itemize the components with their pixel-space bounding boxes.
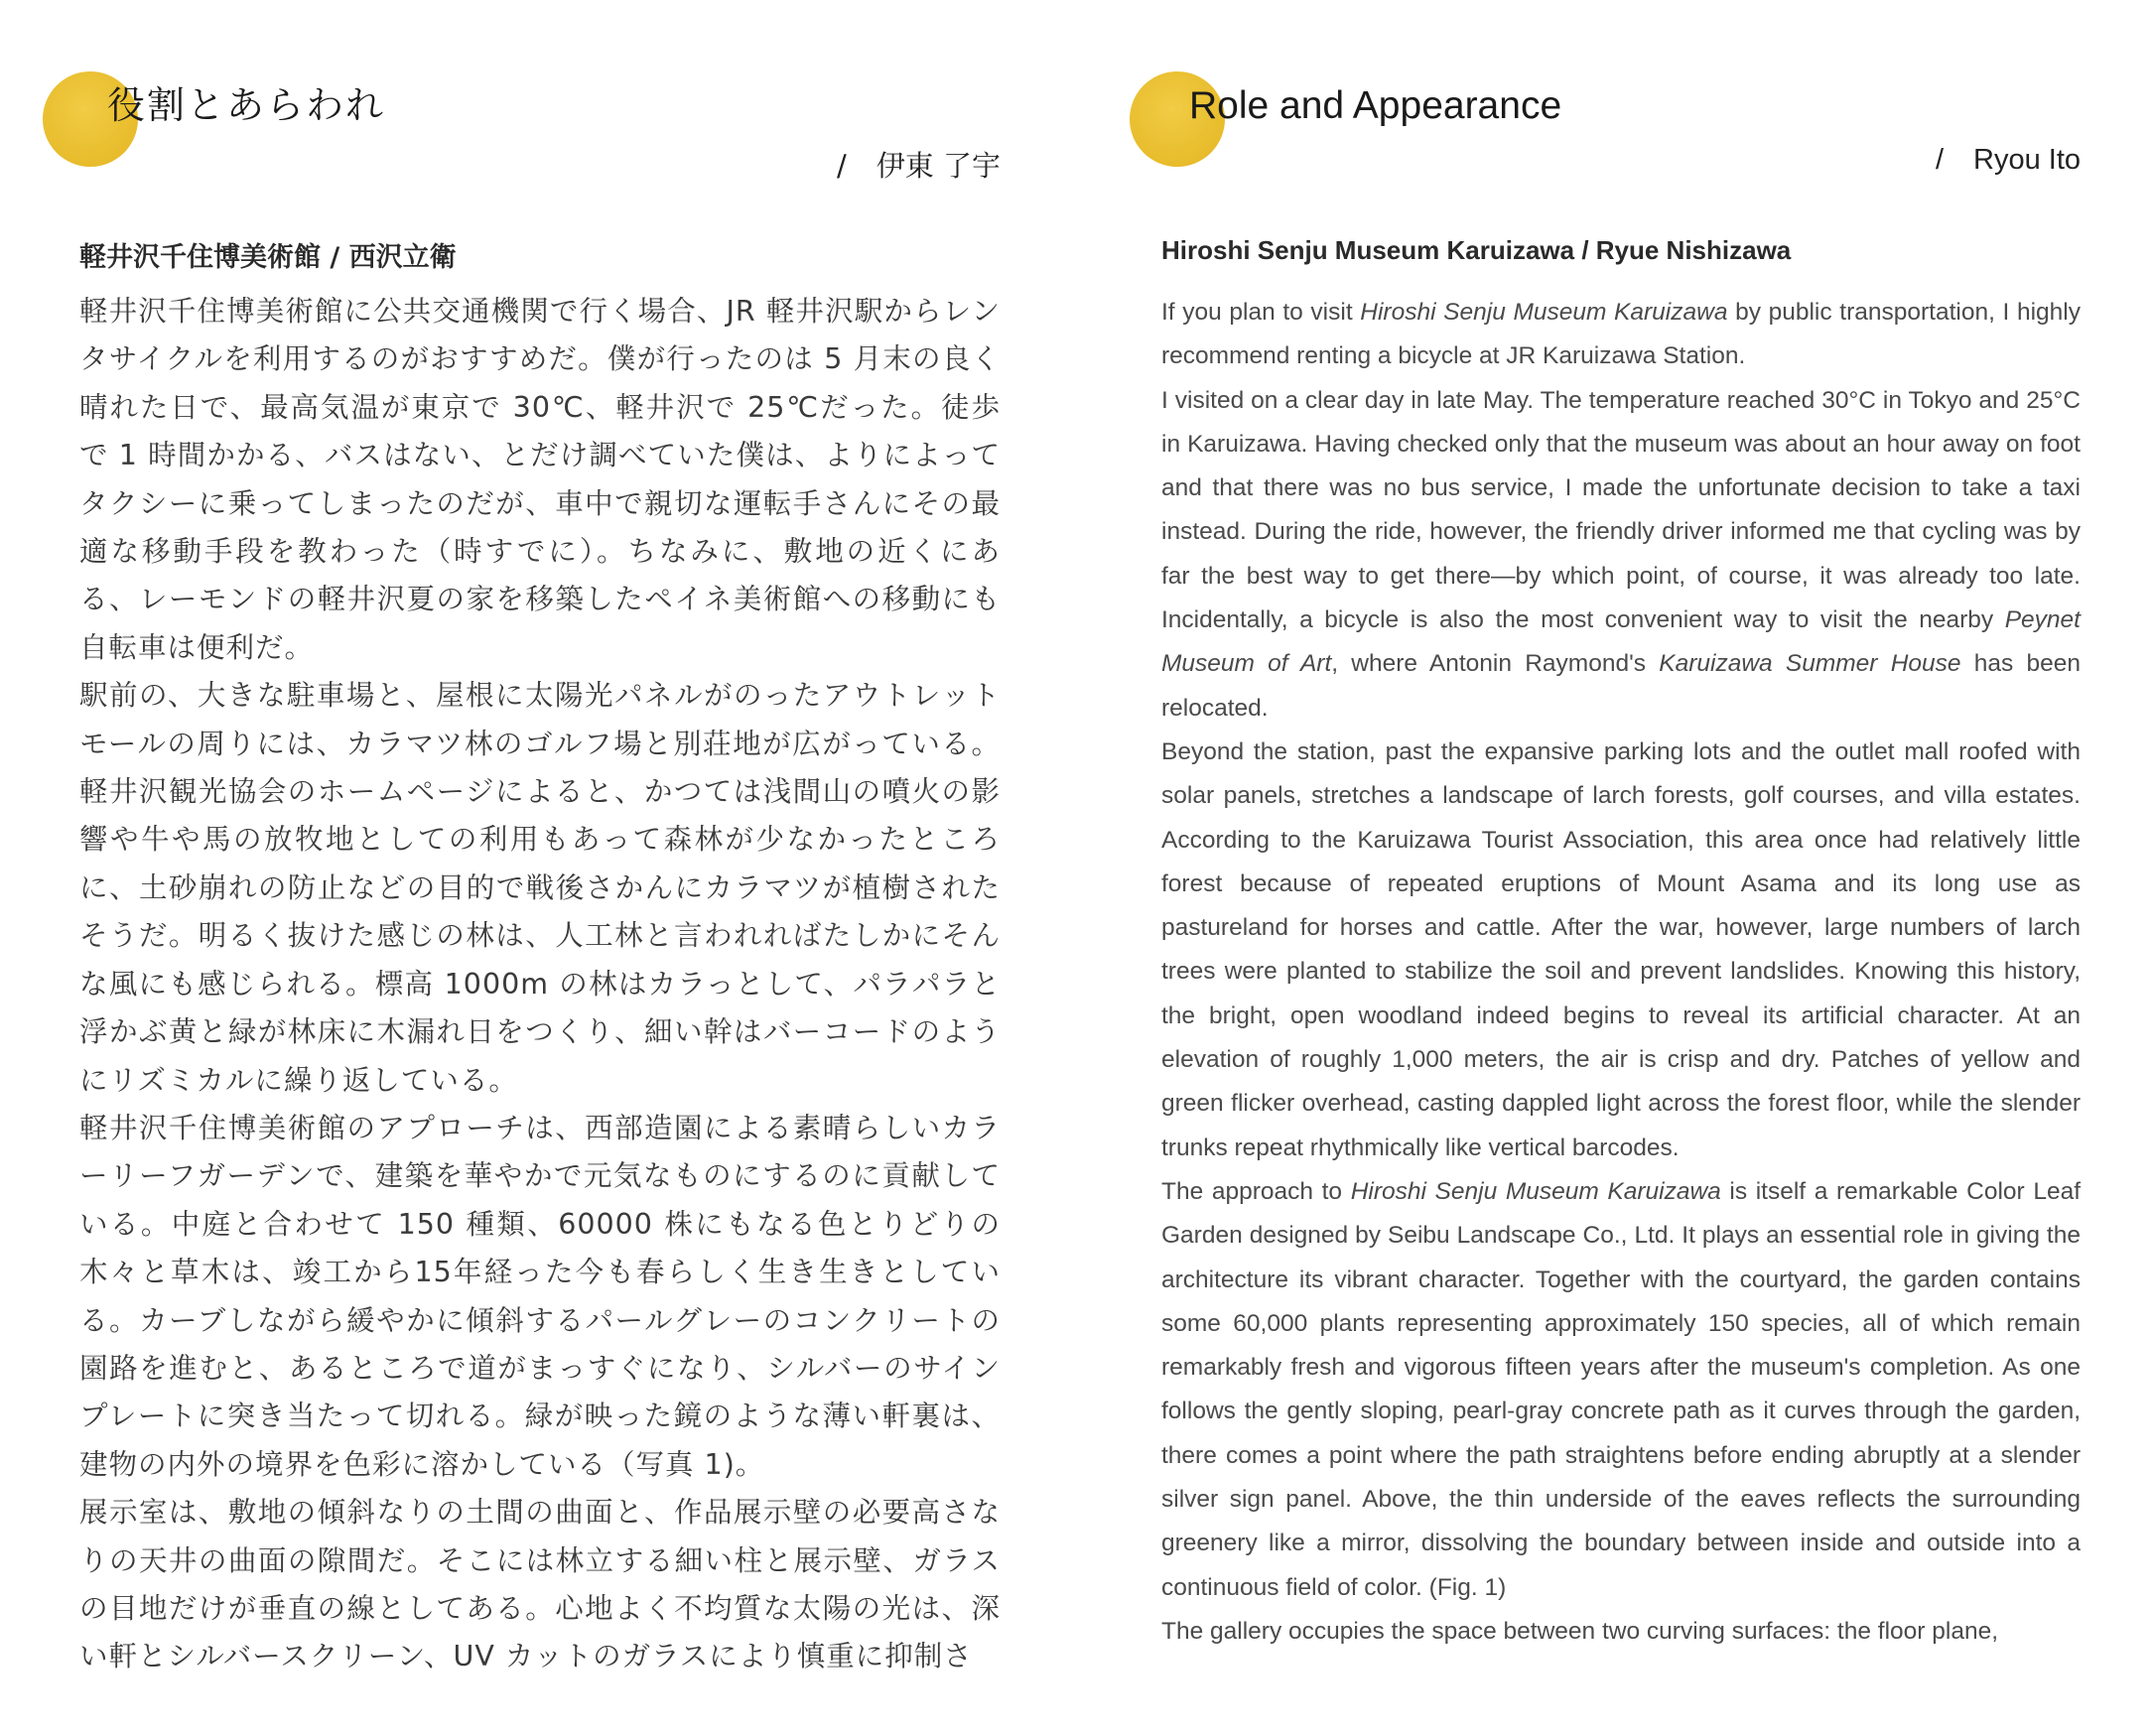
paragraph: 軽井沢千住博美術館に公共交通機関で行く場合、JR 軽井沢駅からレンタサイクルを利用するのがおすすめだ。僕が行ったのは 5 月末の良く晴れた日で、最高気温が東京で 30℃、軽井沢で 25℃だった。徒歩で 1 時間かかる、バスはない、とだけ調べていた僕は、よりによってタクシーに乗ってしまったのだが、車中で親切な運転手さんにその最適な移動手段を教わった（時すでに）。ちなみに、敷地の近くにある、レーモンドの軽井沢夏の家を移築したペイネ美術館への移動にも自転車は便利だ。 xyxy=(79,295,1001,664)
paragraph: The gallery occupies the space between two curving surfaces: the floor plane, xyxy=(1161,1617,1999,1645)
museum-name: Hiroshi Senju Museum Karuizawa xyxy=(1360,299,1728,326)
paragraph xyxy=(1161,379,2081,731)
paragraph: 展示室は、敷地の傾斜なりの土間の曲面と、作品展示壁の必要高さなりの天井の曲面の隙間だ。そこには林立する細い柱と展示壁、ガラスの目地だけが垂直の線としてある。心地よく不均質な太陽の光は、深い軒とシルバースクリーン、UV カットのガラスにより慎重に抑制さ xyxy=(79,1496,1001,1673)
author-line-ja xyxy=(837,144,1001,185)
museum-name: Hiroshi Senju Museum Karuizawa xyxy=(1350,1177,1721,1205)
author-slash: / xyxy=(1935,144,1944,176)
text-run: If you plan to visit xyxy=(1161,299,1361,326)
page-title-en: Role and Appearance xyxy=(1189,84,1562,127)
paragraph xyxy=(1161,291,2081,379)
paragraph: 駅前の、大きな駐車場と、屋根に太陽光パネルがのったアウトレットモールの周りには、カラマツ林のゴルフ場と別荘地が広がっている。軽井沢観光協会のホームページによると、かつては浅間山の噴火の影響や牛や馬の放牧地としての利用もあって森林が少なかったところに、土砂崩れの防止などの目的で戦後さかんにカラマツが植樹されたそうだ。明るく抜けた感じの林は、人工林と言われればたしかにそんな風にも感じられる。標高 1000m の林はカラっとして、パラパラと浮かぶ黄と緑が林床に木漏れ日をつくり、細い幹はバーコードのようにリズミカルに繰り返している。 xyxy=(79,679,1001,1097)
body-text-en xyxy=(1161,291,2081,1654)
text-run: has been relocated. xyxy=(1161,650,2081,722)
author-slash: / xyxy=(837,149,847,183)
text-run: by public transportation, I highly recommend renting a bicycle at JR Karuizawa Station. xyxy=(1161,299,2081,370)
paragraph: 軽井沢千住博美術館のアプローチは、西部造園による素晴らしいカラーリーフガーデンで、建築を華やかで元気なものにするのに貢献している。中庭と合わせて 150 種類、60000 株にもなる色とりどりの木々と草木は、竣工から15年経った今も春らしく生き生きとしている。カーブしながら緩やかに傾斜するパールグレーのコンクリートの園路を進むと、あるところで道がまっすぐになり、シルバーのサインプレートに突き当たって切れる。緑が映った鏡のような薄い軒裏は、建物の内外の境界を色彩に溶かしている（写真 1)。 xyxy=(79,1111,1001,1481)
text-run: The approach to xyxy=(1161,1177,1351,1205)
museum-name: Peynet Museum of Art xyxy=(1161,606,2081,678)
text-run: I visited on a clear day in late May. The temperature reached 30°C in Tokyo and 25°C in Karuizawa. Having checked only that the museum was about an hour away on foot and that there was no bus service, I made the unfortunate decision to take a taxi instead. During the ride, however, the friendly driver informed me that cycling was by far the best way to get there—by which point, of course, it was already too late. Incidentally, a bicycle is also the most convenient way to visit the nearby xyxy=(1161,386,2081,634)
subheading-ja: 軽井沢千住博美術館 / 西沢立衛 xyxy=(79,242,457,273)
subheading-en: Hiroshi Senju Museum Karuizawa / Ryue Nishizawa xyxy=(1161,235,1792,265)
building-name: Karuizawa Summer House xyxy=(1659,650,1961,678)
paragraph xyxy=(1161,1170,2081,1610)
author-line-en xyxy=(1936,144,2081,177)
author-name-ja: 伊東 了宇 xyxy=(875,149,1001,183)
text-run: , where Antonin Raymond's xyxy=(1331,650,1660,678)
author-name-en: Ryou Ito xyxy=(1973,144,2081,176)
paragraph: Beyond the station, past the expansive parking lots and the outlet mall roofed with solar panels, stretches a landscape of larch forests, golf courses, and villa estates. According to the Karuizawa Tourist Association, this area once had relatively little forest because of repeated eruptions of Mount Asama and its long use as pastureland for horses and cattle. After the war, however, large numbers of larch trees were planted to stabilize the soil and prevent landslides. Knowing this history, the bright, open woodland indeed begins to reveal its artificial character. At an elevation of roughly 1,000 meters, the air is crisp and dry. Patches of yellow and green flicker overhead, casting dappled light across the forest floor, while the slender trunks repeat rhythmically like vertical barcodes. xyxy=(1161,737,2081,1161)
text-run: is itself a remarkable Color Leaf Garden designed by Seibu Landscape Co., Ltd. It plays an essential role in giving the architecture its vibrant character. Together with the courtyard, the garden contains some 60,000 plants representing approximately 150 species, all of which remain remarkably fresh and vigorous fifteen years after the museum's completion. As one follows the gently sloping, pearl-gray concrete path as it curves through the garden, there comes a point where the path straightens before ending abruptly at a slender silver sign panel. Above, the thin underside of the eaves reflects the surrounding greenery like a mirror, dissolving the boundary between inside and outside into a continuous field of color. (Fig. 1) xyxy=(1161,1177,2082,1601)
page-title-ja: 役割とあらわれ xyxy=(107,83,386,127)
body-text-ja xyxy=(79,288,1001,1681)
